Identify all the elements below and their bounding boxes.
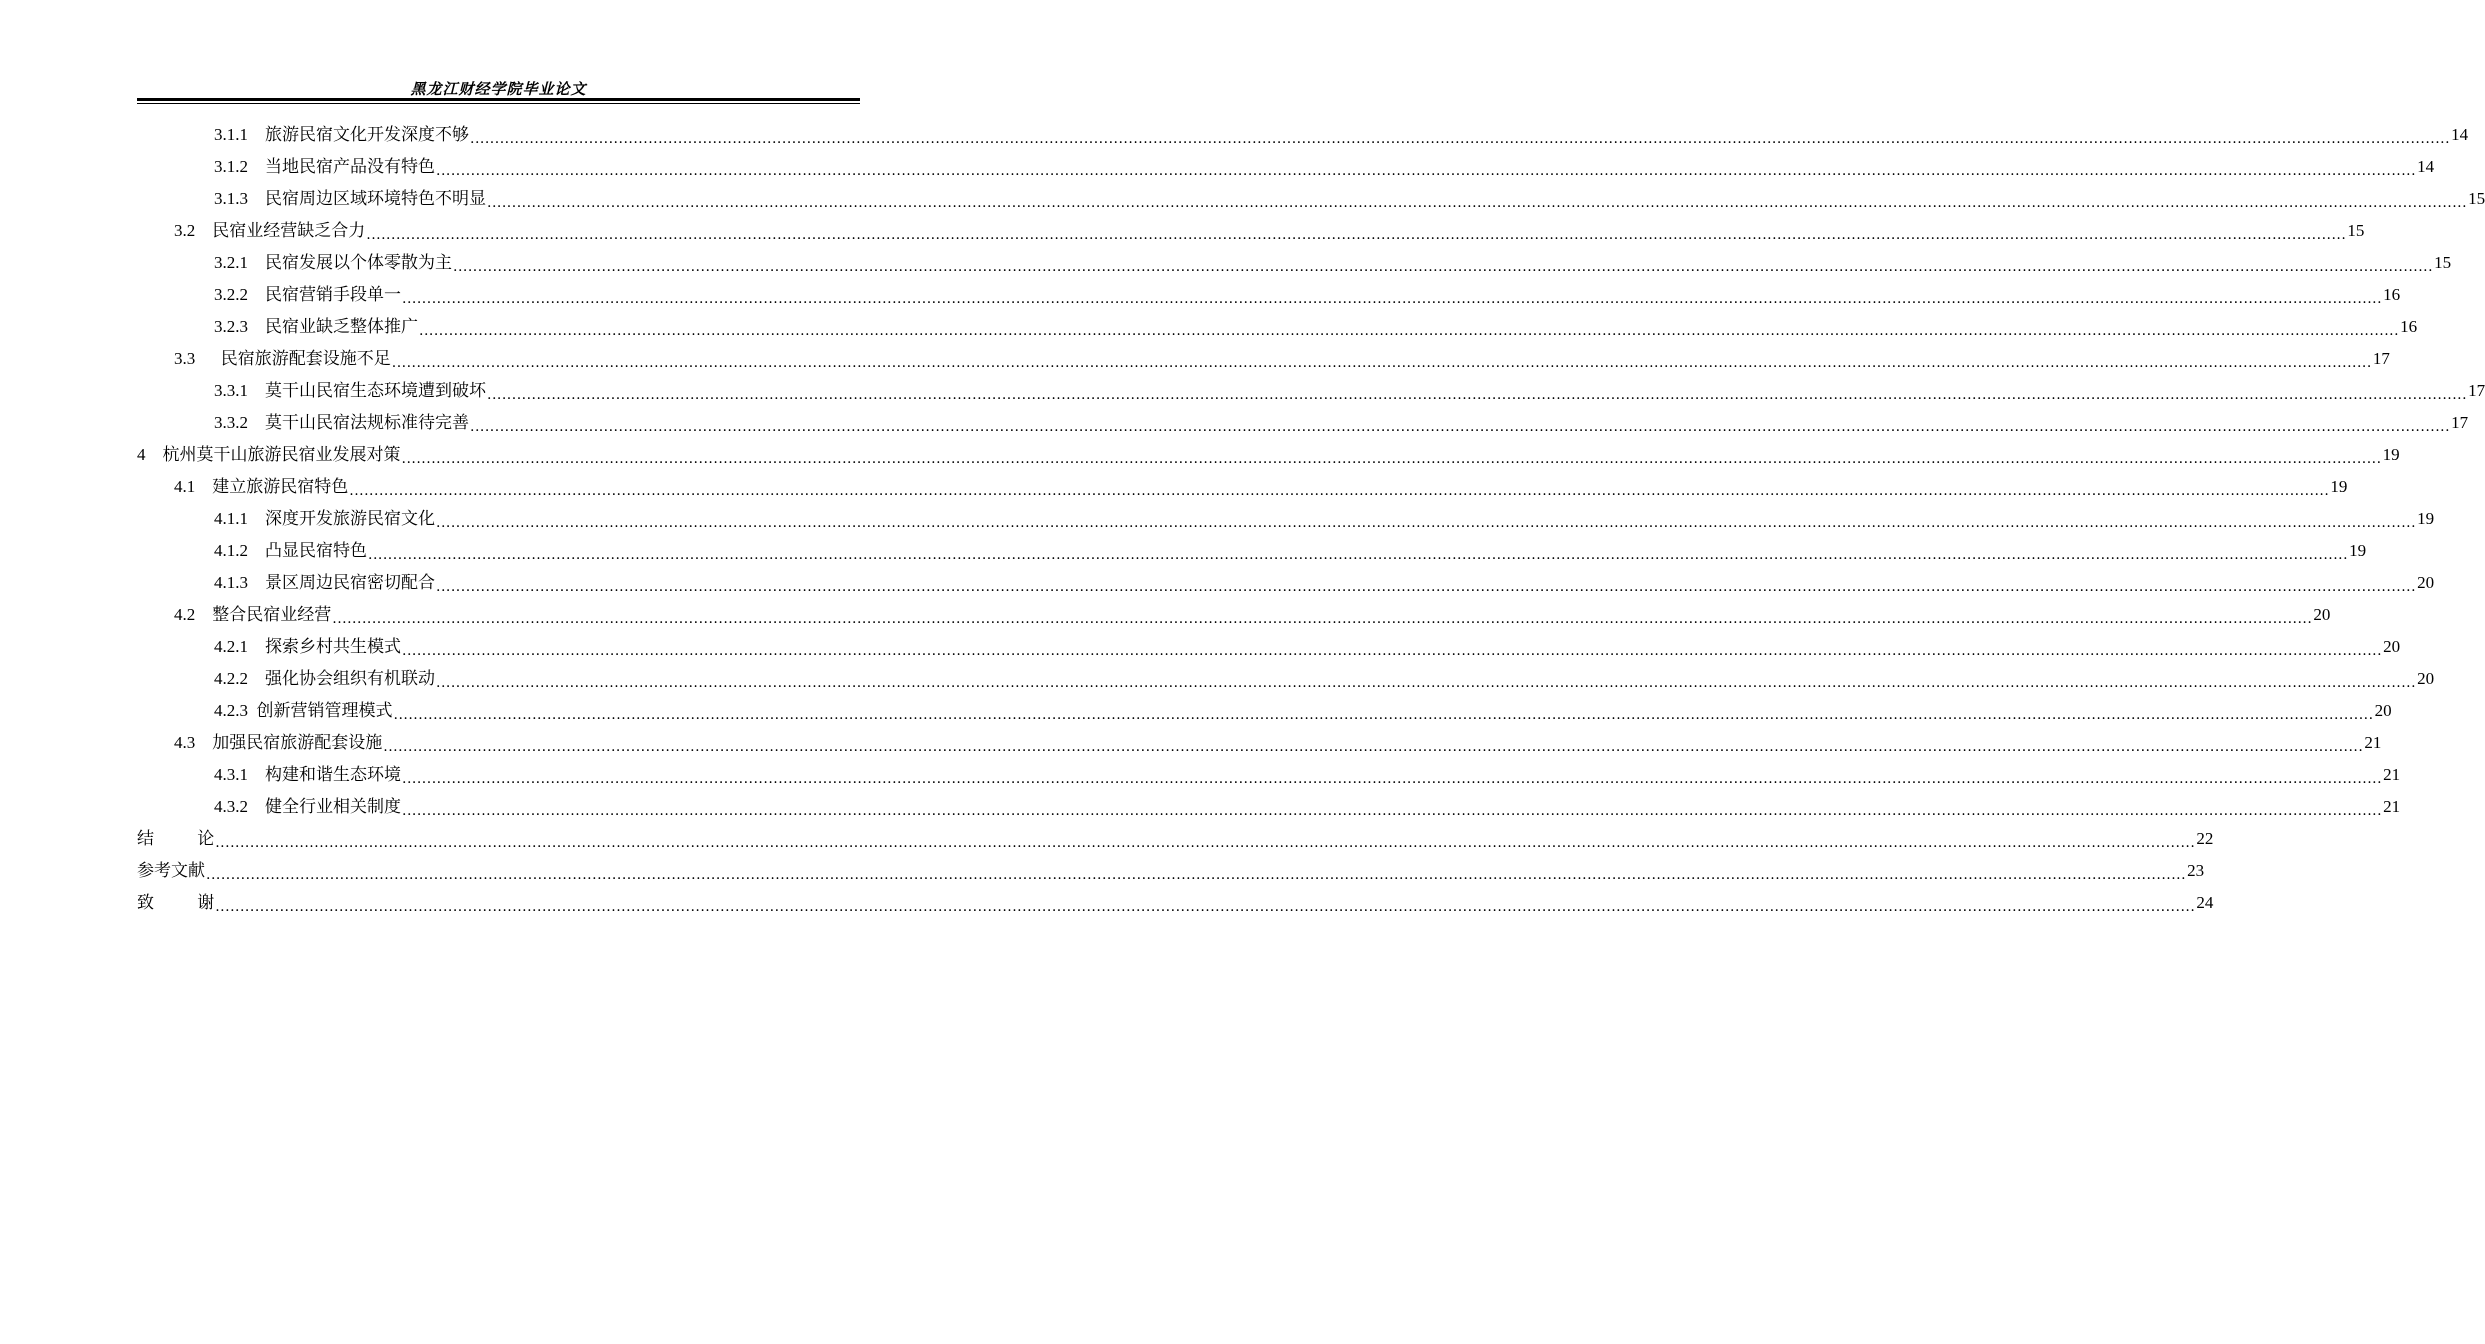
toc-entry-title: 加强民宿旅游配套设施 — [212, 733, 383, 753]
toc-entry-page: 19 — [2417, 509, 2435, 528]
toc-entry[interactable] — [137, 663, 2435, 695]
toc-entry-page: 19 — [2330, 477, 2348, 496]
toc-entry-number: 3.1.2 — [214, 157, 265, 176]
toc-entry-number: 4.1 — [174, 477, 213, 496]
toc-entry-title: 民宿业缺乏整体推广 — [265, 317, 418, 337]
toc-dot-leader: ................................................................................................................................................................................................................................................................................................................................................................................................................ — [436, 163, 2417, 179]
toc-entry-title: 健全行业相关制度 — [265, 797, 401, 817]
toc-entry-number: 3.2.1 — [214, 253, 265, 272]
toc-entry-title: 旅游民宿文化开发深度不够 — [265, 125, 469, 145]
toc-entry[interactable] — [137, 823, 2214, 855]
toc-entry-number: 4.2.3 — [214, 701, 257, 720]
toc-entry[interactable] — [137, 151, 2435, 183]
toc-entry-page: 20 — [2417, 669, 2435, 688]
toc-entry-title: 构建和谐生态环境 — [265, 765, 401, 785]
toc-entry-title: 景区周边民宿密切配合 — [265, 573, 435, 593]
table-of-contents — [137, 119, 2485, 919]
toc-entry[interactable] — [137, 247, 2452, 279]
toc-entry-page: 16 — [2400, 317, 2418, 336]
toc-entry-number: 4.3.2 — [214, 797, 265, 816]
toc-entry-title: 创新营销管理模式 — [256, 701, 393, 721]
toc-entry[interactable] — [137, 599, 2331, 631]
toc-dot-leader: ................................................................................................................................................................................................................................................................................................................................................................................................................ — [487, 387, 2468, 403]
toc-entry-page: 17 — [2468, 381, 2485, 400]
toc-entry-number: 4.1.1 — [214, 509, 265, 528]
toc-entry-page: 19 — [2349, 541, 2367, 560]
toc-entry[interactable] — [137, 471, 2348, 503]
toc-entry[interactable] — [137, 279, 2401, 311]
toc-entry-number: 4.2.2 — [214, 669, 265, 688]
toc-entry-number: 4.2.1 — [214, 637, 265, 656]
toc-entry-page: 17 — [2372, 349, 2390, 368]
toc-entry-number: 4.1.2 — [214, 541, 265, 560]
toc-entry-title: 当地民宿产品没有特色 — [265, 157, 435, 177]
toc-entry-number: 3.2.3 — [214, 317, 265, 336]
toc-entry-page: 20 — [2417, 573, 2435, 592]
toc-entry[interactable] — [137, 855, 2205, 887]
toc-entry[interactable] — [137, 503, 2435, 535]
toc-dot-leader: ................................................................................................................................................................................................................................................................................................................................................................................................................ — [393, 707, 2374, 723]
toc-entry-title: 参考文献 — [137, 861, 205, 881]
toc-entry[interactable] — [137, 215, 2365, 247]
toc-entry-page: 14 — [2451, 125, 2469, 144]
toc-entry-title: 莫干山民宿法规标准待完善 — [265, 413, 469, 433]
toc-entry[interactable] — [137, 119, 2469, 151]
toc-entry[interactable] — [137, 343, 2390, 375]
toc-entry-number: 4.2 — [174, 605, 213, 624]
toc-entry[interactable] — [137, 887, 2214, 919]
toc-entry-title: 探索乡村共生模式 — [265, 637, 401, 657]
toc-entry-page: 24 — [2196, 893, 2214, 912]
toc-dot-leader: ................................................................................................................................................................................................................................................................................................................................................................................................................ — [402, 771, 2383, 787]
toc-dot-leader: ................................................................................................................................................................................................................................................................................................................................................................................................................ — [436, 579, 2417, 595]
toc-entry-page: 21 — [2383, 765, 2401, 784]
toc-dot-leader: ................................................................................................................................................................................................................................................................................................................................................................................................................ — [383, 739, 2364, 755]
toc-dot-leader: ................................................................................................................................................................................................................................................................................................................................................................................................................ — [402, 291, 2383, 307]
toc-dot-leader: ................................................................................................................................................................................................................................................................................................................................................................................................................ — [215, 835, 2196, 851]
toc-entry-page: 15 — [2468, 189, 2485, 208]
toc-entry[interactable] — [137, 183, 2485, 215]
toc-entry-page: 20 — [2374, 701, 2392, 720]
toc-entry-title: 致 谢 — [137, 893, 215, 913]
toc-entry-title: 整合民宿业经营 — [212, 605, 332, 625]
toc-dot-leader: ................................................................................................................................................................................................................................................................................................................................................................................................................ — [368, 547, 2349, 563]
toc-entry-number: 3.3.1 — [214, 381, 265, 400]
toc-dot-leader: ................................................................................................................................................................................................................................................................................................................................................................................................................ — [419, 323, 2400, 339]
toc-dot-leader: ................................................................................................................................................................................................................................................................................................................................................................................................................ — [487, 195, 2468, 211]
toc-entry-number: 3.1.1 — [214, 125, 265, 144]
toc-entry[interactable] — [137, 375, 2485, 407]
toc-entry[interactable] — [137, 695, 2392, 727]
toc-entry-number: 3.3 — [174, 349, 221, 368]
toc-entry-title: 民宿周边区域环境特色不明显 — [265, 189, 486, 209]
toc-entry-page: 20 — [2383, 637, 2401, 656]
toc-entry-page: 21 — [2364, 733, 2382, 752]
toc-entry[interactable] — [137, 567, 2435, 599]
header-rule-thick — [137, 98, 860, 101]
toc-entry-title: 凸显民宿特色 — [265, 541, 367, 561]
toc-entry-page: 15 — [2347, 221, 2365, 240]
toc-dot-leader: ................................................................................................................................................................................................................................................................................................................................................................................................................ — [402, 803, 2383, 819]
toc-entry-page: 23 — [2187, 861, 2205, 880]
toc-entry-number: 3.1.3 — [214, 189, 265, 208]
toc-entry-page: 22 — [2196, 829, 2214, 848]
toc-dot-leader: ................................................................................................................................................................................................................................................................................................................................................................................................................ — [470, 131, 2451, 147]
toc-entry[interactable] — [137, 407, 2469, 439]
toc-entry-number: 4.3 — [174, 733, 213, 752]
toc-entry-page: 16 — [2383, 285, 2401, 304]
toc-entry-page: 21 — [2383, 797, 2401, 816]
header-rule-thin — [137, 103, 860, 104]
toc-dot-leader: ................................................................................................................................................................................................................................................................................................................................................................................................................ — [206, 867, 2187, 883]
toc-dot-leader: ................................................................................................................................................................................................................................................................................................................................................................................................................ — [332, 611, 2313, 627]
toc-entry-title: 民宿业经营缺乏合力 — [212, 221, 366, 241]
toc-entry[interactable] — [137, 631, 2401, 663]
toc-entry-page: 19 — [2382, 445, 2400, 464]
toc-entry[interactable] — [137, 791, 2401, 823]
toc-dot-leader: ................................................................................................................................................................................................................................................................................................................................................................................................................ — [470, 419, 2451, 435]
toc-entry-title: 民宿营销手段单一 — [265, 285, 401, 305]
toc-dot-leader: ................................................................................................................................................................................................................................................................................................................................................................................................................ — [453, 259, 2434, 275]
toc-entry-title: 民宿旅游配套设施不足 — [220, 349, 391, 369]
toc-entry-title: 结 论 — [137, 829, 215, 849]
toc-entry[interactable] — [137, 311, 2418, 343]
toc-entry-title: 强化协会组织有机联动 — [265, 669, 435, 689]
toc-entry-number: 4.3.1 — [214, 765, 265, 784]
toc-dot-leader: ................................................................................................................................................................................................................................................................................................................................................................................................................ — [391, 355, 2372, 371]
toc-dot-leader: ................................................................................................................................................................................................................................................................................................................................................................................................................ — [349, 483, 2330, 499]
toc-entry-page: 17 — [2451, 413, 2469, 432]
toc-entry[interactable] — [137, 759, 2401, 791]
toc-entry-number: 3.2 — [174, 221, 213, 240]
toc-dot-leader: ................................................................................................................................................................................................................................................................................................................................................................................................................ — [366, 227, 2347, 243]
toc-entry-title: 民宿发展以个体零散为主 — [265, 253, 452, 273]
toc-entry-number: 3.3.2 — [214, 413, 265, 432]
toc-entry-page: 15 — [2434, 253, 2452, 272]
toc-entry-title: 建立旅游民宿特色 — [212, 477, 349, 497]
header-title: 黑龙江财经学院毕业论文 — [410, 80, 587, 98]
toc-entry-number: 3.2.2 — [214, 285, 265, 304]
toc-entry-page: 14 — [2417, 157, 2435, 176]
toc-entry-title: 莫干山民宿生态环境遭到破坏 — [265, 381, 486, 401]
toc-entry[interactable] — [137, 727, 2382, 759]
toc-dot-leader: ................................................................................................................................................................................................................................................................................................................................................................................................................ — [402, 643, 2383, 659]
toc-dot-leader: ................................................................................................................................................................................................................................................................................................................................................................................................................ — [436, 675, 2417, 691]
toc-dot-leader: ................................................................................................................................................................................................................................................................................................................................................................................................................ — [215, 899, 2196, 915]
toc-entry-number: 4 — [137, 445, 163, 464]
toc-dot-leader: ................................................................................................................................................................................................................................................................................................................................................................................................................ — [436, 515, 2417, 531]
toc-entry[interactable] — [137, 439, 2400, 471]
toc-entry-title: 深度开发旅游民宿文化 — [265, 509, 435, 529]
toc-entry[interactable] — [137, 535, 2367, 567]
page-header — [137, 78, 860, 106]
toc-dot-leader: ................................................................................................................................................................................................................................................................................................................................................................................................................ — [401, 451, 2382, 467]
toc-entry-number: 4.1.3 — [214, 573, 265, 592]
toc-entry-page: 20 — [2313, 605, 2331, 624]
toc-entry-title: 杭州莫干山旅游民宿业发展对策 — [162, 445, 401, 465]
